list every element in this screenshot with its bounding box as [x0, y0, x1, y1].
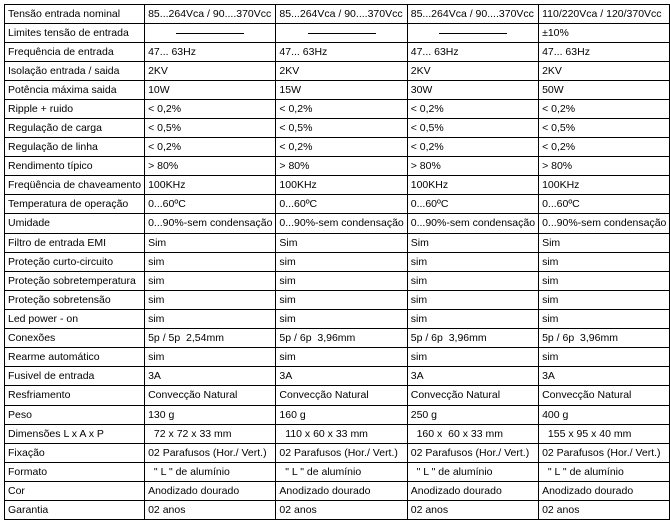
table-row: [5, 291, 670, 310]
row-value: 3A: [407, 367, 538, 386]
row-label: Proteção sobretensão: [5, 291, 145, 310]
table-row: [5, 5, 670, 24]
row-value: 0...60ºC: [276, 195, 407, 214]
table-row: [5, 234, 670, 253]
table-row: [5, 253, 670, 272]
row-value: Anodizado dourado: [145, 482, 276, 501]
row-value: sim: [539, 253, 670, 272]
row-value: sim: [539, 348, 670, 367]
table-row: [5, 348, 670, 367]
row-value: < 0,2%: [276, 100, 407, 119]
row-value: 2KV: [276, 62, 407, 81]
row-value: 250 g: [407, 406, 538, 425]
row-value: [145, 24, 276, 43]
row-value: Anodizado dourado: [539, 482, 670, 501]
row-value: sim: [407, 291, 538, 310]
table-row: [5, 444, 670, 463]
row-label: Peso: [5, 406, 145, 425]
row-label: Frequência de entrada: [5, 43, 145, 62]
table-row: [5, 157, 670, 176]
table-row: [5, 43, 670, 62]
table-row: [5, 272, 670, 291]
row-value: 155 x 95 x 40 mm: [539, 425, 670, 444]
row-value: 02 anos: [539, 501, 670, 520]
row-value: 3A: [539, 367, 670, 386]
row-value: 47... 63Hz: [407, 43, 538, 62]
row-value: < 0,2%: [407, 100, 538, 119]
row-label: Isolação entrada / saida: [5, 62, 145, 81]
empty-line: [439, 33, 507, 34]
row-value: 02 Parafusos (Hor./ Vert.): [539, 444, 670, 463]
row-value: 0...90%-sem condensação: [407, 214, 538, 234]
row-value: sim: [407, 253, 538, 272]
row-value: > 80%: [539, 157, 670, 176]
row-value: Convecção Natural: [145, 386, 276, 406]
table-row: [5, 463, 670, 482]
row-value: 30W: [407, 81, 538, 100]
row-value: < 0,2%: [276, 138, 407, 157]
row-value: 85...264Vca / 90....370Vcc: [145, 5, 276, 24]
row-label: Regulação de linha: [5, 138, 145, 157]
empty-line: [308, 33, 376, 34]
row-value: 100KHz: [407, 176, 538, 195]
spec-table: [4, 4, 670, 520]
row-label: Conexões: [5, 329, 145, 348]
row-value: 85...264Vca / 90....370Vcc: [276, 5, 407, 24]
row-value: sim: [145, 291, 276, 310]
row-value: 400 g: [539, 406, 670, 425]
row-value: < 0,5%: [145, 119, 276, 138]
spec-table-body: [5, 5, 670, 520]
table-row: [5, 62, 670, 81]
row-label: Resfriamento: [5, 386, 145, 406]
row-value: sim: [145, 272, 276, 291]
row-value: sim: [407, 348, 538, 367]
row-value: > 80%: [407, 157, 538, 176]
row-value: 02 Parafusos (Hor./ Vert.): [407, 444, 538, 463]
row-label: Led power - on: [5, 310, 145, 329]
table-row: [5, 81, 670, 100]
row-value: 100KHz: [539, 176, 670, 195]
table-row: [5, 310, 670, 329]
row-value: Convecção Natural: [276, 386, 407, 406]
row-label: Formato: [5, 463, 145, 482]
table-row: [5, 214, 670, 234]
row-value: < 0,2%: [539, 100, 670, 119]
row-value: 130 g: [145, 406, 276, 425]
row-value: " L " de alumínio: [276, 463, 407, 482]
row-value: Sim: [276, 234, 407, 253]
row-value: 10W: [145, 81, 276, 100]
row-label: Fusivel de entrada: [5, 367, 145, 386]
row-value: 2KV: [539, 62, 670, 81]
empty-line: [176, 33, 244, 34]
row-value: 2KV: [145, 62, 276, 81]
row-value: 47... 63Hz: [145, 43, 276, 62]
row-label: Filtro de entrada EMI: [5, 234, 145, 253]
row-value: sim: [407, 310, 538, 329]
row-value: < 0,2%: [539, 138, 670, 157]
row-value: > 80%: [145, 157, 276, 176]
table-row: [5, 100, 670, 119]
row-value: sim: [145, 310, 276, 329]
row-value: 0...60ºC: [407, 195, 538, 214]
row-value: 50W: [539, 81, 670, 100]
table-row: [5, 119, 670, 138]
row-label: Cor: [5, 482, 145, 501]
row-value: < 0,5%: [539, 119, 670, 138]
table-row: [5, 386, 670, 406]
table-row: [5, 501, 670, 520]
row-value: sim: [539, 310, 670, 329]
row-value: < 0,5%: [276, 119, 407, 138]
row-label: Rendimento típico: [5, 157, 145, 176]
row-value: 110/220Vca / 120/370Vcc: [539, 5, 670, 24]
row-value: 0...60ºC: [539, 195, 670, 214]
row-label: Garantia: [5, 501, 145, 520]
row-value: 160 x 60 x 33 mm: [407, 425, 538, 444]
row-label: Rearme automático: [5, 348, 145, 367]
table-row: [5, 195, 670, 214]
row-value: Sim: [539, 234, 670, 253]
row-value: 5p / 6p 3,96mm: [407, 329, 538, 348]
row-value: sim: [145, 253, 276, 272]
row-value: 0...90%-sem condensação: [276, 214, 407, 234]
row-value: sim: [276, 291, 407, 310]
row-label: Potência máxima saida: [5, 81, 145, 100]
row-value: 02 anos: [276, 501, 407, 520]
row-label: Ripple + ruido: [5, 100, 145, 119]
row-value: 110 x 60 x 33 mm: [276, 425, 407, 444]
row-label: Proteção curto-circuito: [5, 253, 145, 272]
row-value: 02 Parafusos (Hor./ Vert.): [145, 444, 276, 463]
row-value: 2KV: [407, 62, 538, 81]
table-row: [5, 138, 670, 157]
row-value: sim: [276, 348, 407, 367]
row-value: > 80%: [276, 157, 407, 176]
row-label: Freqüência de chaveamento: [5, 176, 145, 195]
row-value: Anodizado dourado: [407, 482, 538, 501]
row-value: sim: [539, 291, 670, 310]
row-value: Sim: [145, 234, 276, 253]
row-value: sim: [276, 310, 407, 329]
row-value: " L " de alumínio: [407, 463, 538, 482]
row-value: 15W: [276, 81, 407, 100]
row-label: Umidade: [5, 214, 145, 234]
row-value: 5p / 5p 2,54mm: [145, 329, 276, 348]
row-value: ±10%: [539, 24, 670, 43]
row-value: Sim: [407, 234, 538, 253]
row-value: 72 x 72 x 33 mm: [145, 425, 276, 444]
row-value: sim: [276, 253, 407, 272]
row-value: " L " de alumínio: [539, 463, 670, 482]
row-value: < 0,2%: [145, 138, 276, 157]
row-value: < 0,2%: [145, 100, 276, 119]
row-label: Proteção sobretemperatura: [5, 272, 145, 291]
row-value: 47... 63Hz: [276, 43, 407, 62]
row-value: 5p / 6p 3,96mm: [539, 329, 670, 348]
row-value: 0...60ºC: [145, 195, 276, 214]
row-value: < 0,5%: [407, 119, 538, 138]
row-value: sim: [539, 272, 670, 291]
row-value: < 0,2%: [407, 138, 538, 157]
table-row: [5, 367, 670, 386]
row-value: 160 g: [276, 406, 407, 425]
row-label: Fixação: [5, 444, 145, 463]
row-value: 02 anos: [145, 501, 276, 520]
row-value: 47... 63Hz: [539, 43, 670, 62]
row-value: 100KHz: [145, 176, 276, 195]
row-label: Temperatura de operação: [5, 195, 145, 214]
row-value: " L " de alumínio: [145, 463, 276, 482]
row-value: sim: [276, 272, 407, 291]
table-row: [5, 482, 670, 501]
table-row: [5, 176, 670, 195]
row-value: 0...90%-sem condensação: [539, 214, 670, 234]
row-value: Convecção Natural: [407, 386, 538, 406]
table-row: [5, 406, 670, 425]
row-label: Regulação de carga: [5, 119, 145, 138]
row-value: 0...90%-sem condensação: [145, 214, 276, 234]
row-value: [276, 24, 407, 43]
row-label: Dimensões L x A x P: [5, 425, 145, 444]
row-value: 85...264Vca / 90....370Vcc: [407, 5, 538, 24]
row-label: Tensão entrada nominal: [5, 5, 145, 24]
row-value: sim: [407, 272, 538, 291]
row-value: 3A: [145, 367, 276, 386]
row-value: 5p / 6p 3,96mm: [276, 329, 407, 348]
table-row: [5, 24, 670, 43]
row-value: [407, 24, 538, 43]
row-value: 02 anos: [407, 501, 538, 520]
table-row: [5, 329, 670, 348]
row-value: 3A: [276, 367, 407, 386]
table-row: [5, 425, 670, 444]
row-value: Convecção Natural: [539, 386, 670, 406]
row-value: Anodizado dourado: [276, 482, 407, 501]
row-label: Limites tensão de entrada: [5, 24, 145, 43]
row-value: 02 Parafusos (Hor./ Vert.): [276, 444, 407, 463]
row-value: sim: [145, 348, 276, 367]
row-value: 100KHz: [276, 176, 407, 195]
